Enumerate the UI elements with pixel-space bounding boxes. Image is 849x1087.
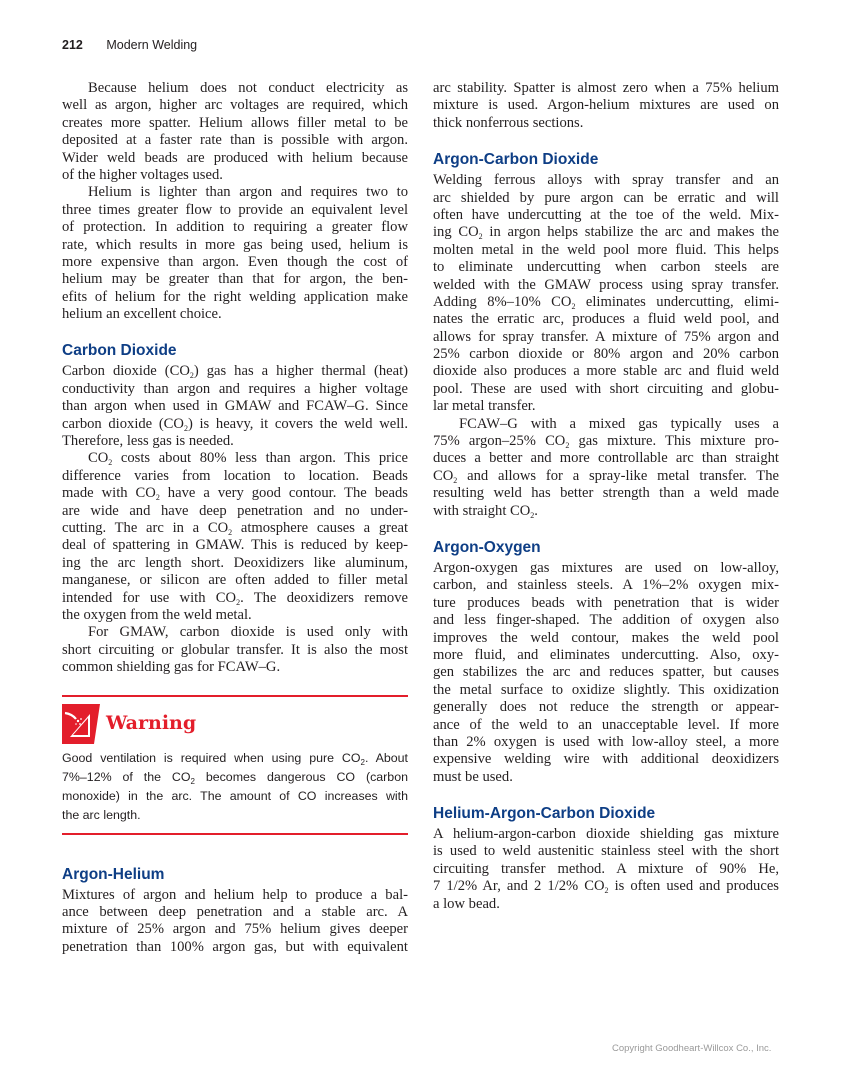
text-line: must be used. [433,768,513,785]
text-line: Therefore, less gas is needed. [62,433,234,450]
text-line: 7 1/2% Ar, and 2 1/2% $CO_2$ is often used and produces [433,878,779,896]
text-line: generally does not reduce the strength or appear- [433,699,779,716]
text-line: 75% argon–25% $CO_2$ gas mixture. This mixture pro- [433,433,779,451]
text-line: are wide and have deep penetration and no under- [62,502,408,519]
text-line: Adding 8%–10% $CO_2$ eliminates undercutting, elimi- [433,293,779,311]
text-line: Mixtures of argon and helium help to produce a bal- [62,886,408,903]
welding-torch-warning-icon [62,704,100,744]
section-heading-argon-helium: Argon-Helium [62,865,165,883]
text-line: welded with the GMAW process using spray transfer. [433,276,779,293]
text-line: Argon-oxygen gas mixtures are used on low-alloy, [433,559,779,576]
text-line: rate, which results in more gas being used, helium is [62,236,408,253]
text-line: carbon, and stainless steels. A 1%–2% oxygen mix- [433,577,779,594]
text-line: penetration than 100% argon gas, but with equivalent [62,938,408,955]
section-heading-argon-oxygen: Argon-Oxygen [433,538,541,556]
text-line: a low bead. [433,895,500,912]
paragraph [433,416,779,520]
warning-text [62,749,408,825]
text-line: creates more spatter. Helium allows filler metal to be [62,114,408,131]
text-line: helium an excellent choice. [62,306,222,323]
text-line: difference varies from location to location. Beads [62,467,408,484]
section-heading-helium-argon-carbon-dioxide: Helium-Argon-Carbon Dioxide [433,805,656,823]
text-line: thick nonferrous sections. [433,114,584,131]
copyright-footer: Copyright Goodheart-Willcox Co., Inc. [612,1043,772,1054]
text-line: is used to weld austenitic stainless steel with the short [433,843,779,860]
text-line: arc shielded by pure argon can be erratic and will [433,189,779,206]
text-line: made with $CO_2$ have a very good contour. The beads [62,485,408,503]
text-line: than 2% oxygen is used with low-alloy steel, a more [433,733,779,750]
text-line: monoxide) in the arc. The amount of CO increases with [62,788,408,803]
running-header [62,38,197,52]
paragraph [62,624,408,676]
text-line: efits of helium for the right welding application make [62,288,408,305]
text-line: three times greater flow to provide an equivalent level [62,201,408,218]
warning-header [62,703,408,745]
page-number: 212 [62,38,83,52]
text-line: $CO_2$ costs about 80% less than argon. This price [88,450,408,468]
text-line: molten metal in the weld pool more fluid. This helps [433,241,779,258]
text-line: intended for use with $CO_2$. The deoxidizers remove [62,589,408,607]
paragraph [62,184,408,323]
text-line: to eliminate undercutting when carbon steels are [433,259,779,276]
text-line: resulting weld has better strength than a weld made [433,485,779,502]
paragraph [62,80,408,184]
text-line: and less finger-shaped. The addition of oxygen also [433,612,779,629]
text-line: Carbon dioxide $(CO_2)$ gas has a higher thermal (heat) [62,363,408,381]
paragraph [433,172,779,415]
text-line: Wider weld beads are produced with helium because [62,149,408,166]
text-line: For GMAW, carbon dioxide is used only with [88,624,408,641]
text-line: ance between deep penetration and a stable arc. A [62,903,408,920]
text-line: more expensive than argon. Even though the cost of [62,253,408,270]
paragraph [433,826,779,913]
text-line: common shielding gas for FCAW–G. [62,659,281,676]
paragraph [62,363,408,450]
paragraph [433,560,779,786]
text-line: 25% carbon dioxide or 80% argon and 20% carbon [433,346,779,363]
text-line: lar metal transfer. [433,398,536,415]
text-line: of the higher voltages used. [62,166,223,183]
warning-box [62,695,408,835]
text-line: well as argon, higher arc voltages are required, which [62,97,408,114]
paragraph [433,80,779,132]
text-line: 7%–12% of the $CO_2$ becomes dangerous CO (carbon [62,769,408,786]
text-line: ture produces beads with penetration that is wider [433,594,779,611]
text-line: duces a better and more controllable arc than straight [433,450,779,467]
text-line: ance of the weld to an unacceptable level. If more [433,716,779,733]
text-line: Welding ferrous alloys with spray transfer and an [433,172,779,189]
text-line: cutting. The arc in a $CO_2$ atmosphere causes a great [62,519,409,537]
text-line: Because helium does not conduct electricity as [88,80,408,96]
book-title: Modern Welding [106,38,198,52]
text-line: deal of spattering in GMAW. This is reduced by keep- [62,537,408,554]
text-line: $CO_2$ and allows for a spray-like metal transfer. The [433,467,779,485]
text-line: carbon dioxide $(CO_2)$ is heavy, it covers the weld well. [62,415,408,433]
text-line: conductivity than argon and requires a higher voltage [62,380,408,397]
text-line: the arc length. [62,807,141,822]
text-line: mixture of 25% argon and 75% helium gives deeper [62,921,408,938]
text-line: short circuiting or globular transfer. It is also the most [62,641,408,658]
text-line: ing the arc length short. Deoxidizers like aluminum, [62,554,408,571]
text-line: A helium-argon-carbon dioxide shielding gas mixture [433,826,779,843]
left-column [62,80,408,956]
text-line: mixture is used. Argon-helium mixtures are used on [433,97,779,114]
text-line: Helium is lighter than argon and requires two to [88,184,408,201]
text-line: Good ventilation is required when using pure $CO_2$. About [62,750,408,767]
text-line: than argon when used in GMAW and FCAW–G. Since [62,398,408,415]
text-line: of protection. In addition to requiring a greater flow [62,219,408,236]
text-line: manganese, or silicon are often added to filler metal [62,572,408,589]
paragraph [62,450,408,624]
text-line: helium may be greater than that for argon, the ben- [62,271,408,288]
text-line: gen stabilizes the arc and reduces spatter, but causes [433,664,779,681]
text-line: improves the weld contour, makes the weld pool [433,629,779,646]
paragraph [62,887,408,957]
text-line: the oxygen from the weld metal. [62,606,252,623]
right-column [433,80,779,913]
warning-title: Warning [106,711,197,734]
text-line: FCAW–G with a mixed gas typically uses a [459,415,779,432]
text-line: the metal surface to oxidize slightly. This oxidization [433,681,779,698]
text-line: with straight $CO_2$. [433,502,538,520]
text-line: circuiting transfer method. A mixture of 90% He, [433,860,779,877]
text-line: dioxide also produces a more stable arc and fluid weld [433,363,779,380]
text-line: nates the erratic arc, produces a fluid weld pool, and [433,311,779,328]
text-line: pool. These are used with short circuiting and globu- [433,380,779,397]
text-line: more fluid, and eliminates undercutting. Also, oxy- [433,646,779,663]
text-line: ing $CO_2$ in argon helps stabilize the arc and makes the [433,224,779,242]
section-heading-argon-carbon-dioxide: Argon-Carbon Dioxide [433,151,599,169]
text-line: expensive welding wire with additional deoxidizers [433,751,779,768]
text-line: arc stability. Spatter is almost zero when a 75% helium [433,80,779,96]
text-line: allows for spray transfer. A mixture of 75% argon and [433,328,779,345]
section-heading-carbon-dioxide: Carbon Dioxide [62,342,177,360]
text-line: often have undercutting at the toe of the weld. Mix- [433,206,779,223]
text-line: deposited at a faster rate than is possible with argon. [62,132,408,149]
